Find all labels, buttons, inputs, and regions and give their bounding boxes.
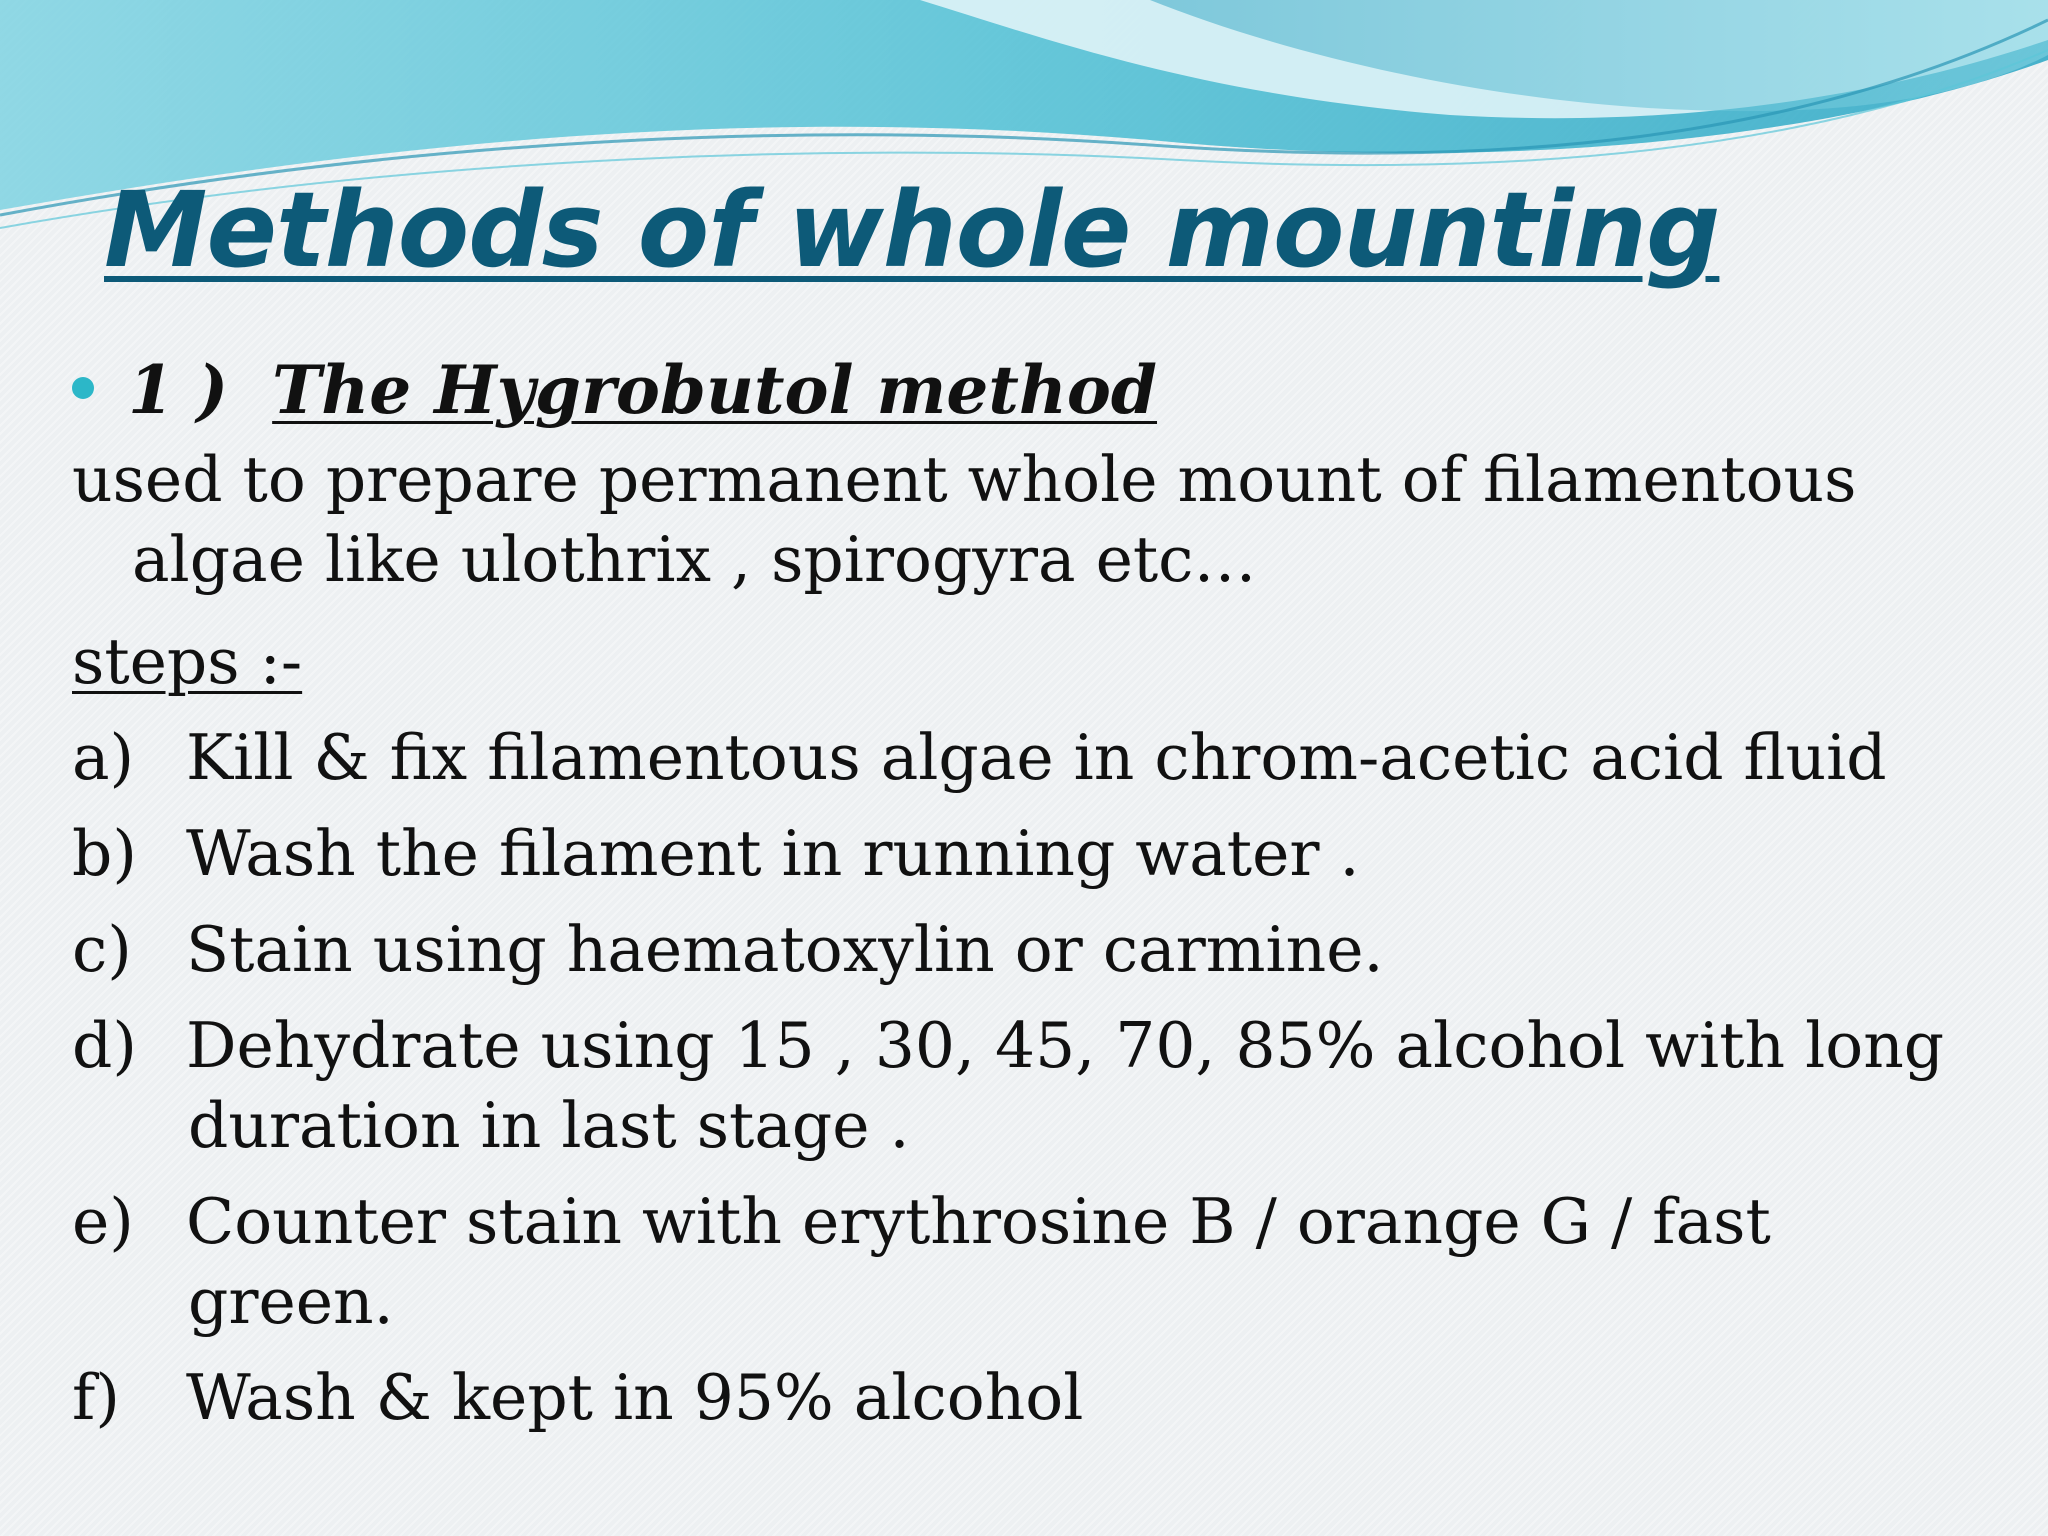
step-text-continued: green. xyxy=(188,1265,394,1338)
step-item-f xyxy=(72,1358,2002,1438)
step-text: Kill & fix filamentous algae in chrom-acetic acid fluid xyxy=(186,721,1887,794)
step-letter: a) xyxy=(72,721,135,794)
step-text: Counter stain with erythrosine B / orange G / fast xyxy=(186,1185,1771,1258)
step-letter: e) xyxy=(72,1185,134,1258)
step-text: Dehydrate using 15 , 30, 45, 70, 85% alcohol with long xyxy=(186,1009,1945,1082)
description-line-1: used to prepare permanent whole mount of filamentous xyxy=(72,443,1857,516)
bullet-item xyxy=(72,348,2002,432)
method-description xyxy=(72,440,2002,600)
step-letter: f) xyxy=(72,1361,120,1434)
slide-content xyxy=(72,348,2002,1438)
step-text-continued: duration in last stage . xyxy=(188,1089,910,1162)
step-text: Wash & kept in 95% alcohol xyxy=(186,1361,1084,1434)
step-item-d xyxy=(72,1006,2002,1166)
step-letter: c) xyxy=(72,913,132,986)
step-letter: b) xyxy=(72,817,137,890)
method-heading: The Hygrobutol method xyxy=(272,351,1158,429)
step-letter: d) xyxy=(72,1009,137,1082)
step-item-e xyxy=(72,1182,2002,1342)
steps-label: steps :- xyxy=(72,625,303,698)
slide-title: Methods of whole mounting xyxy=(104,169,1720,291)
step-item-c xyxy=(72,910,2002,990)
bullet-number: 1 ) xyxy=(128,351,229,429)
step-text: Stain using haematoxylin or carmine. xyxy=(186,913,1384,986)
step-item-a xyxy=(72,718,2002,798)
step-item-b xyxy=(72,814,2002,894)
bullet-dot-icon xyxy=(72,377,94,399)
step-text: Wash the filament in running water . xyxy=(186,817,1360,890)
description-line-2: algae like ulothrix , spirogyra etc… xyxy=(132,523,1257,596)
